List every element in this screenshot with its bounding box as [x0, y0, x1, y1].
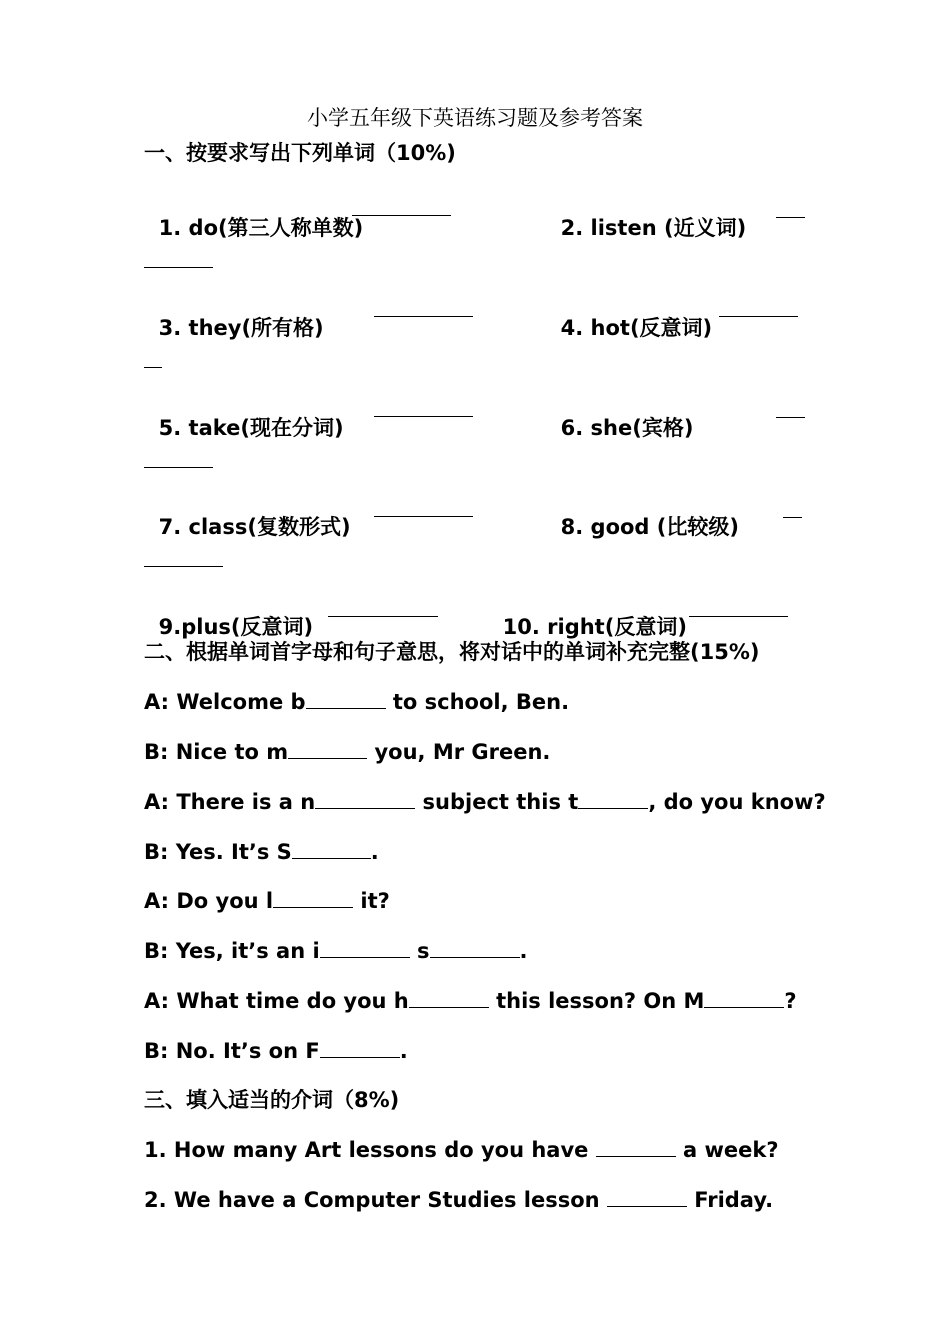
item-1-text: do(第三人称单数)	[188, 216, 364, 241]
item-6-text: she(宾格)	[590, 416, 694, 441]
dialogue-line-1: A: Welcome b to school, Ben.	[144, 690, 570, 714]
item-1-num: 1.	[158, 216, 182, 241]
item-3	[144, 291, 324, 341]
section2-heading: 二、根据单词首字母和句子意思，将对话中的单词补充完整(15%)	[144, 640, 760, 664]
item-7-text: class(复数形式)	[188, 515, 351, 540]
item-7-num: 7.	[158, 515, 182, 540]
item-4-blank-a[interactable]	[719, 297, 798, 317]
blank-m[interactable]	[288, 740, 367, 759]
item-4-text: hot(反意词)	[590, 316, 713, 341]
preposition-line-2: 2. We have a Computer Studies lesson Friday.	[144, 1188, 774, 1212]
item-5-blank[interactable]	[374, 397, 473, 417]
item-4	[546, 291, 712, 341]
blank-b[interactable]	[306, 690, 386, 709]
blank-t[interactable]	[578, 790, 648, 809]
item-3-num: 3.	[158, 316, 182, 341]
dialogue-line-7: A: What time do you h this lesson? On M ?	[144, 989, 797, 1013]
item-10-num: 10.	[502, 615, 540, 640]
blank-n[interactable]	[315, 790, 415, 809]
blank-m2[interactable]	[704, 989, 784, 1008]
item-6	[546, 391, 693, 441]
item-2-num: 2.	[560, 216, 584, 241]
item-3-blank[interactable]	[374, 297, 473, 317]
item-9-text: plus(反意词)	[181, 615, 314, 640]
item-6-num: 6.	[560, 416, 584, 441]
dialogue-line-8: B: No. It’s on F .	[144, 1039, 408, 1063]
item-1	[144, 191, 363, 241]
preposition-line-1: 1. How many Art lessons do you have a week?	[144, 1138, 779, 1162]
item-8-blank-a[interactable]	[783, 498, 802, 518]
item-6-blank-a[interactable]	[776, 398, 805, 418]
blank-i[interactable]	[320, 939, 410, 958]
item-7-blank[interactable]	[374, 497, 473, 517]
item-9-blank[interactable]	[328, 597, 438, 617]
item-9	[144, 590, 313, 640]
item-8-num: 8.	[560, 515, 584, 540]
item-5-text: take(现在分词)	[188, 416, 344, 441]
blank-prep-2[interactable]	[607, 1188, 687, 1207]
item-3-text: they(所有格)	[188, 316, 324, 341]
item-5-num: 5.	[158, 416, 182, 441]
blank-s2[interactable]	[430, 939, 520, 958]
item-9-num: 9.	[158, 615, 182, 640]
blank-l[interactable]	[273, 889, 353, 908]
page-title: 小学五年级下英语练习题及参考答案	[307, 106, 643, 130]
item-2	[546, 191, 746, 241]
item-8	[546, 490, 739, 540]
dialogue-line-3: A: There is a n subject this t , do you know?	[144, 790, 826, 814]
item-2-blank-b[interactable]	[144, 249, 213, 268]
item-8-text: good (比较级)	[590, 515, 739, 540]
section3-heading: 三、填入适当的介词（8%)	[144, 1088, 400, 1112]
item-4-num: 4.	[560, 316, 584, 341]
item-8-blank-b[interactable]	[144, 548, 223, 567]
blank-prep-1[interactable]	[596, 1138, 676, 1157]
item-2-blank-a[interactable]	[776, 198, 805, 218]
item-10-text: right(反意词)	[547, 615, 687, 640]
dialogue-line-2: B: Nice to m you, Mr Green.	[144, 740, 551, 764]
item-4-blank-b[interactable]	[144, 349, 162, 368]
blank-h[interactable]	[409, 989, 489, 1008]
dialogue-line-4: B: Yes. It’s S .	[144, 840, 379, 864]
blank-s[interactable]	[292, 840, 371, 859]
dialogue-line-5: A: Do you l it?	[144, 889, 390, 913]
item-10	[488, 590, 687, 640]
dialogue-line-6: B: Yes, it’s an i s .	[144, 939, 528, 963]
item-1-blank[interactable]	[352, 196, 451, 216]
item-7	[144, 490, 351, 540]
item-2-text: listen (近义词)	[590, 216, 747, 241]
item-5	[144, 391, 344, 441]
section1-heading: 一、按要求写出下列单词（10%)	[144, 141, 456, 165]
blank-f[interactable]	[320, 1039, 400, 1058]
item-6-blank-b[interactable]	[144, 449, 213, 468]
item-10-blank[interactable]	[689, 597, 788, 617]
